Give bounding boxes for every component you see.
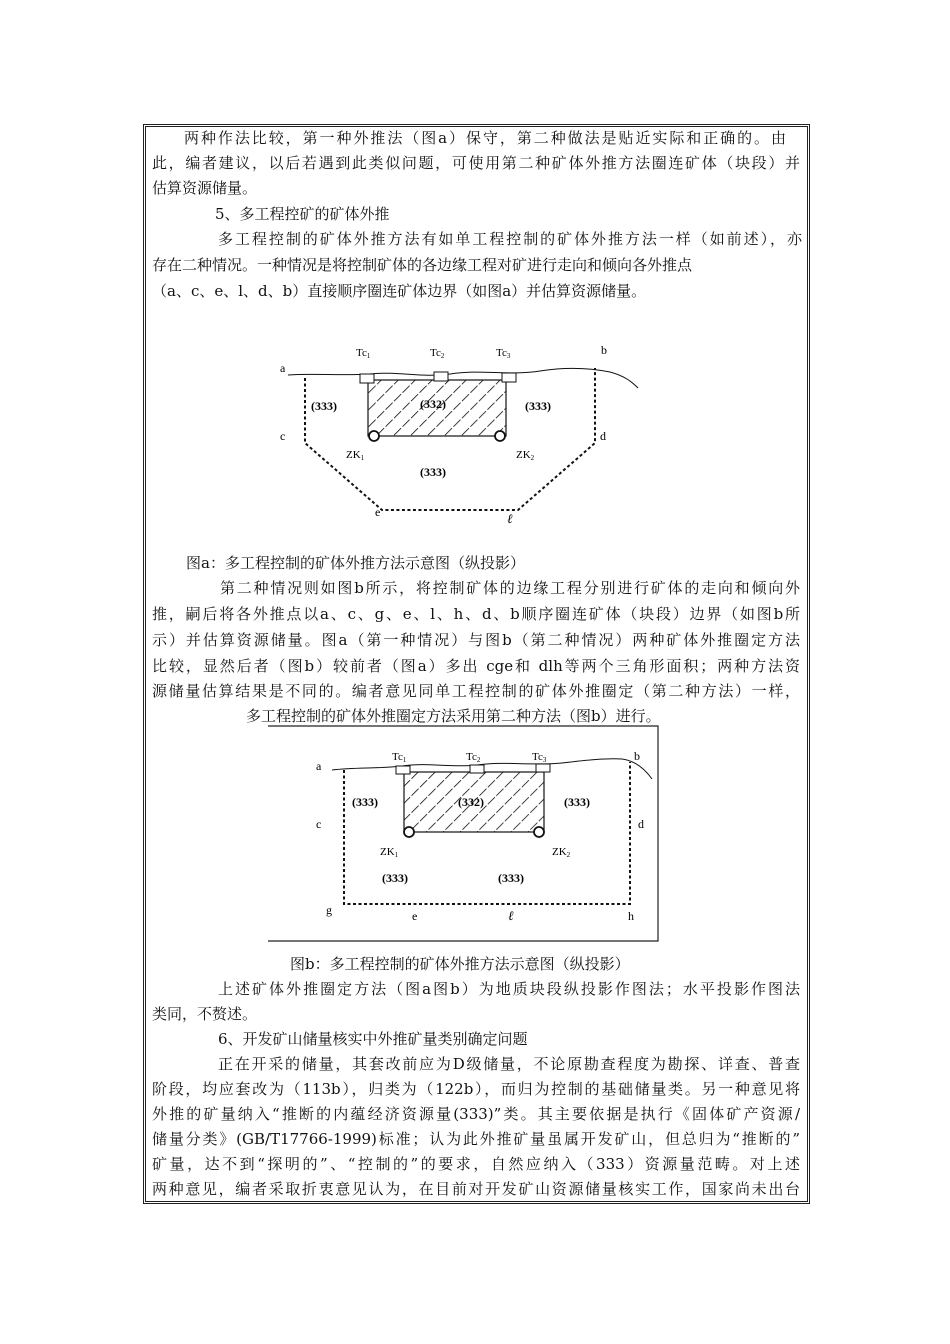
paragraph-line: 矿量，达不到“探明的”、“控制的”的要求，自然应纳入（333）资源量范畴。对上述: [152, 1155, 800, 1173]
paragraph-line: 比较，显然后者（图b）较前者（图a）多出 cge和 dlh等两个三角形面积；两种方法资: [152, 657, 800, 675]
section-heading-6: 6、开发矿山储量核实中外推矿量类别确定问题: [218, 1030, 528, 1048]
point-a-label: a: [316, 759, 322, 773]
drill-hole-zk1: [369, 431, 379, 441]
point-c-label: c: [280, 429, 286, 443]
point-l-label: ℓ: [508, 908, 514, 923]
drill-hole-zk2: [534, 827, 544, 837]
trench-tc3: [502, 373, 516, 382]
trench-tc3: [536, 764, 550, 772]
section-heading-5: 5、多工程控矿的矿体外推: [215, 205, 390, 223]
paragraph-line: 多工程控制的矿体外推方法有如单工程控制的矿体外推方法一样（如前述），亦: [218, 230, 802, 248]
figure-b-caption: 图b：多工程控制的矿体外推方法示意图（纵投影）: [290, 955, 630, 973]
figure-a-caption: 图a：多工程控制的矿体外推方法示意图（纵投影）: [186, 554, 525, 572]
point-c-label: c: [316, 817, 322, 831]
tc3-label: Tc3: [532, 751, 547, 764]
paragraph-line: 阶段，均应套改为（113b），归类为（122b），而归为控制的基础储量类。另一种意见将: [152, 1080, 800, 1098]
point-h-label: h: [628, 909, 634, 923]
paragraph-line: 估算资源储量。: [152, 179, 258, 197]
region-right-333: (333): [525, 399, 551, 413]
paragraph-line: 多工程控制的矿体外推圈定方法采用第二种方法（图b）进行。: [246, 707, 661, 725]
point-d-label: d: [638, 817, 644, 831]
region-right-333: (333): [564, 795, 590, 809]
tc1-label: Tc1: [392, 751, 407, 764]
paragraph-line: 两种意见，编者采取折衷意见认为，在目前对开发矿山资源储量核实工作，国家尚未出台: [152, 1180, 800, 1198]
paragraph-line: 类同，不赘述。: [152, 1005, 258, 1023]
figure-a-diagram: [270, 338, 650, 530]
point-a-label: a: [280, 361, 286, 375]
region-bottom-mid-333: (333): [498, 871, 524, 885]
paragraph-line: 推，嗣后将各外推点以a、c、g、e、l、h、d、b顺序圈连矿体（块段）边界（如图b所: [152, 605, 800, 623]
trench-tc1: [360, 374, 374, 383]
tc1-label: Tc1: [356, 347, 371, 360]
point-l-label: ℓ: [507, 511, 513, 526]
zk2-label: ZK2: [552, 846, 571, 859]
paragraph-line: 第二种情况则如图b所示，将控制矿体的边缘工程分别进行矿体的走向和倾向外: [220, 579, 800, 597]
paragraph-line: 两种作法比较，第一种外推法（图a）保守，第二种做法是贴近实际和正确的。由: [184, 129, 786, 147]
paragraph-line: 正在开采的储量，其套改前应为D级储量，不论原勘查程度为勘探、详查、普查: [218, 1055, 800, 1073]
figure-b-diagram: [262, 724, 662, 944]
tc2-label: Tc2: [430, 347, 445, 360]
paragraph-line: 存在二种情况。一种情况是将控制矿体的各边缘工程对矿进行走向和倾向各外推点: [152, 256, 693, 274]
point-e-label: e: [375, 505, 381, 519]
region-left-333: (333): [352, 795, 378, 809]
tc3-label: Tc3: [496, 347, 511, 360]
paragraph-line: 外推的矿量纳入“推断的内蕴经济资源量(333)”类。其主要依据是执行《固体矿产资源/: [152, 1105, 800, 1123]
tc2-label: Tc2: [466, 751, 481, 764]
trench-tc2: [470, 765, 484, 773]
paragraph-line: 此，编者建议，以后若遇到此类似问题，可使用第二种矿体外推方法圈连矿体（块段）并: [152, 154, 800, 172]
drill-hole-zk1: [404, 827, 414, 837]
paragraph-line: 储量分类》(GB/T17766-1999)标准；认为此外推矿量虽属开发矿山，但总归为“推断的”: [152, 1130, 800, 1148]
region-center-332: (332): [420, 397, 446, 411]
drill-hole-zk2: [495, 431, 505, 441]
region-center-332: (332): [458, 795, 484, 809]
point-e-label: e: [412, 909, 418, 923]
paragraph-line: 示）并估算资源储量。图a（第一种情况）与图b（第二种情况）两种矿体外推圈定方法: [152, 631, 800, 649]
trench-tc1: [396, 766, 410, 774]
point-d-label: d: [600, 429, 606, 443]
point-b-label: b: [634, 749, 640, 763]
paragraph-line: 源储量估算结果是不同的。编者意见同单工程控制的矿体外推圈定（第二种方法）一样，: [152, 682, 800, 700]
region-bottom-333: (333): [420, 465, 446, 479]
paragraph-line: 上述矿体外推圈定方法（图a图b）为地质块段纵投影作图法；水平投影作图法: [218, 980, 800, 998]
trench-tc2: [434, 372, 448, 381]
zk1-label: ZK1: [380, 846, 399, 859]
point-b-label: b: [601, 343, 607, 357]
region-bottom-left-333: (333): [382, 871, 408, 885]
paragraph-line: （a、c、e、l、d、b）直接顺序圈连矿体边界（如图a）并估算资源储量。: [152, 282, 647, 300]
point-g-label: g: [326, 903, 332, 917]
region-left-333: (333): [311, 399, 337, 413]
zk2-label: ZK2: [516, 449, 535, 462]
zk1-label: ZK1: [346, 449, 365, 462]
